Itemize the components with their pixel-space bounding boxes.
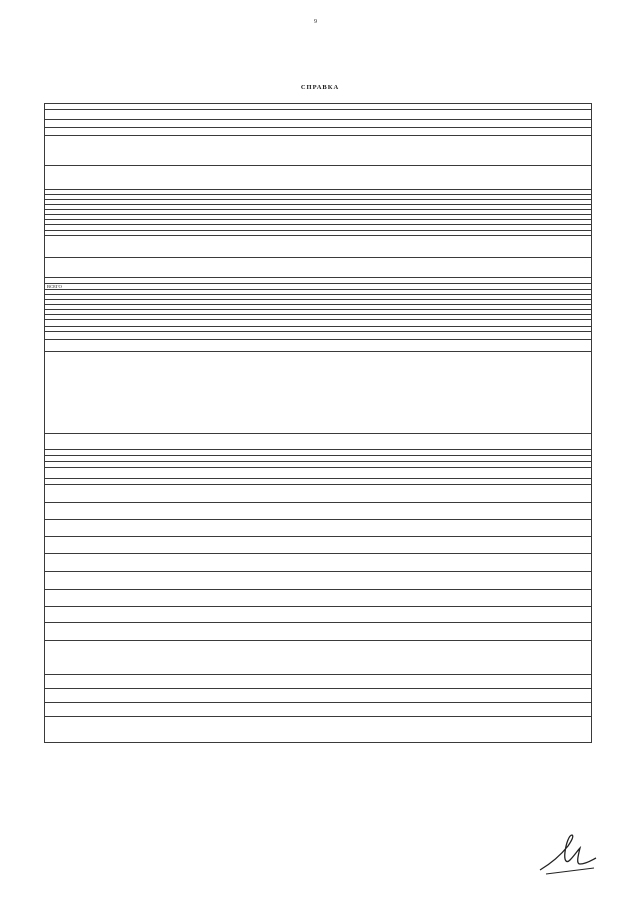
form-row bbox=[45, 258, 592, 278]
form-cell bbox=[45, 689, 592, 703]
section-heading-cell bbox=[45, 485, 592, 503]
section-heading-cell bbox=[45, 434, 592, 450]
section-heading-cell bbox=[45, 623, 592, 641]
form-cell bbox=[45, 675, 592, 689]
form-cell bbox=[45, 136, 592, 166]
form-row bbox=[45, 434, 592, 450]
form-row bbox=[45, 485, 592, 503]
form-row bbox=[45, 520, 592, 537]
form-row bbox=[45, 468, 592, 479]
form-cell bbox=[45, 468, 592, 479]
form-row bbox=[45, 110, 592, 120]
form-cell bbox=[45, 503, 592, 520]
form-row bbox=[45, 554, 592, 572]
form-cell bbox=[45, 554, 592, 572]
form-row bbox=[45, 689, 592, 703]
form-row bbox=[45, 703, 592, 717]
form-cell bbox=[45, 120, 592, 128]
form-row bbox=[45, 623, 592, 641]
form-cell bbox=[45, 520, 592, 537]
form-cell bbox=[45, 641, 592, 675]
form-row bbox=[45, 537, 592, 554]
form-row bbox=[45, 332, 592, 340]
form-row bbox=[45, 607, 592, 623]
form-row bbox=[45, 136, 592, 166]
form-row bbox=[45, 236, 592, 258]
form-row bbox=[45, 320, 592, 327]
form-cell bbox=[45, 166, 592, 190]
form-row bbox=[45, 166, 592, 190]
form-row bbox=[45, 675, 592, 689]
form-cell bbox=[45, 332, 592, 340]
form-row bbox=[45, 503, 592, 520]
form-cell bbox=[45, 537, 592, 554]
form-row bbox=[45, 120, 592, 128]
form-row bbox=[45, 352, 592, 434]
document-title: СПРАВКА bbox=[300, 84, 340, 91]
form-row bbox=[45, 641, 592, 675]
signature-image bbox=[532, 830, 602, 878]
form-cell bbox=[45, 607, 592, 623]
form-cell bbox=[45, 128, 592, 136]
form-row bbox=[45, 340, 592, 352]
form-cell bbox=[45, 236, 592, 258]
form-cell: ВСЕГО bbox=[45, 284, 592, 290]
form-row bbox=[45, 717, 592, 743]
form-row bbox=[45, 572, 592, 590]
form-row bbox=[45, 590, 592, 607]
form-cell bbox=[45, 340, 592, 352]
form-cell bbox=[45, 717, 592, 743]
form-cell bbox=[45, 110, 592, 120]
page-number: 9 bbox=[314, 19, 317, 25]
form-cell bbox=[45, 320, 592, 327]
form-cell bbox=[45, 590, 592, 607]
form-cell bbox=[45, 572, 592, 590]
form-row bbox=[45, 128, 592, 136]
form-cell bbox=[45, 258, 592, 278]
form-cell bbox=[45, 703, 592, 717]
information-form-table bbox=[44, 103, 592, 743]
form-cell bbox=[45, 352, 592, 434]
